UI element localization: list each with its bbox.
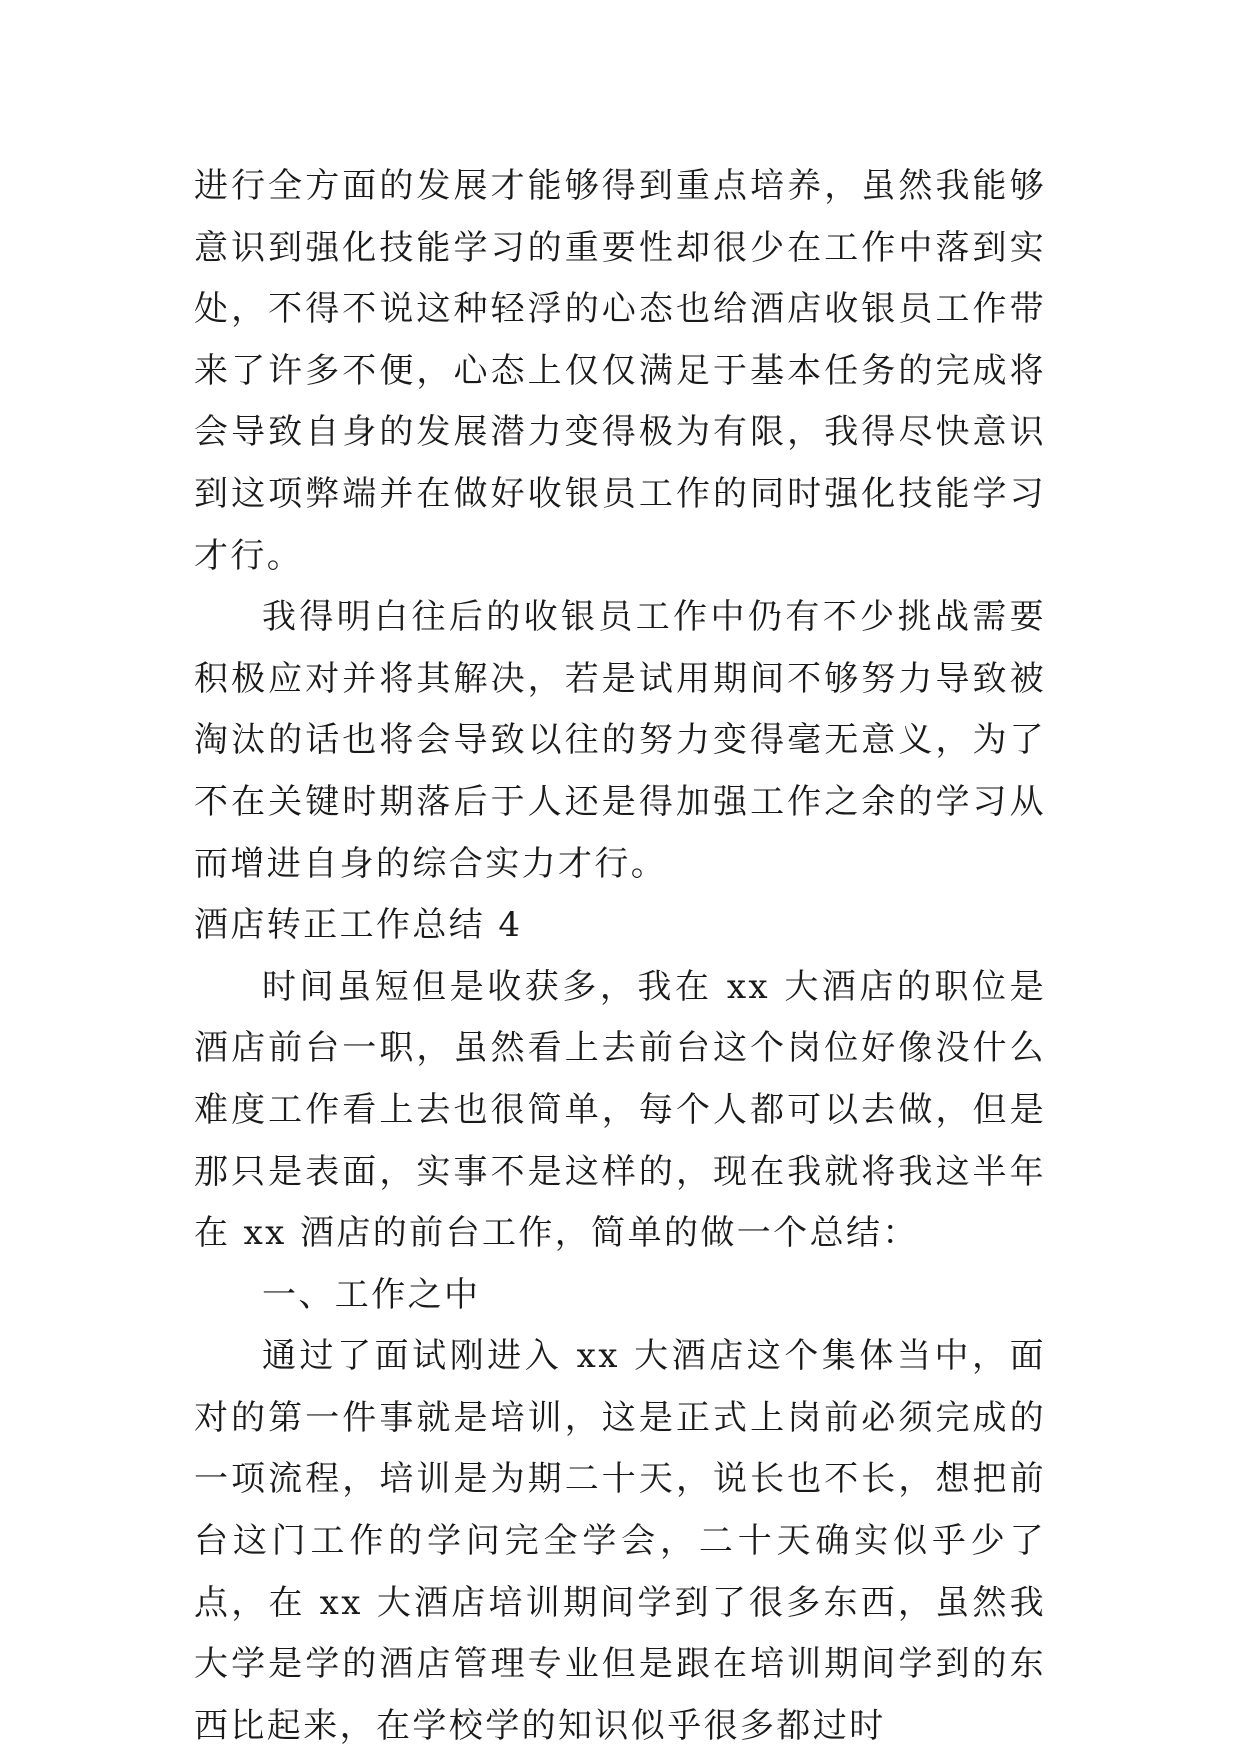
section-title: 酒店转正工作总结 4 [194,905,523,946]
paragraph-intro: 时间虽短但是收获多，我在 xx 大酒店的职位是酒店前台一职，虽然看上去前台这个岗位好像没什么难度工作看上去也很简单，每个人都可以去做，但是那只是表面，实事不是这样的，现在我就将我这半年在 xx 酒店的前台工作，简单的做一个总结： [194,966,1046,1254]
paragraph-continuation: 进行全方面的发展才能够得到重点培养，虽然我能够意识到强化技能学习的重要性却很少在工作中落到实处，不得不说这种轻浮的心态也给酒店收银员工作带来了许多不便，心态上仅仅满足于基本任务的完成将会导致自身的发展潜力变得极为有限，我得尽快意识到这项弊端并在做好收银员工作的同时强化技能学习才行。 [194,166,1046,576]
document-body [194,156,1046,1757]
paragraph-training: 通过了面试刚进入 xx 大酒店这个集体当中，面对的第一件事就是培训，这是正式上岗前必须完成的一项流程，培训是为期二十天，说长也不长，想把前台这门工作的学问完全学会，二十天确实似乎少了点，在 xx 大酒店培训期间学到了很多东西，虽然我大学是学的酒店管理专业但是跟在培训期间学到的东西比起来，在学校学的知识似乎很多都过时 [194,1336,1046,1746]
paragraph-cashier-challenges: 我得明白往后的收银员工作中仍有不少挑战需要积极应对并将其解决，若是试用期间不够努力导致被淘汰的话也将会导致以往的努力变得毫无意义，为了不在关键时期落后于人还是得加强工作之余的学习从而增进自身的综合实力才行。 [194,597,1046,884]
subheading-work: 一、工作之中 [262,1274,481,1315]
